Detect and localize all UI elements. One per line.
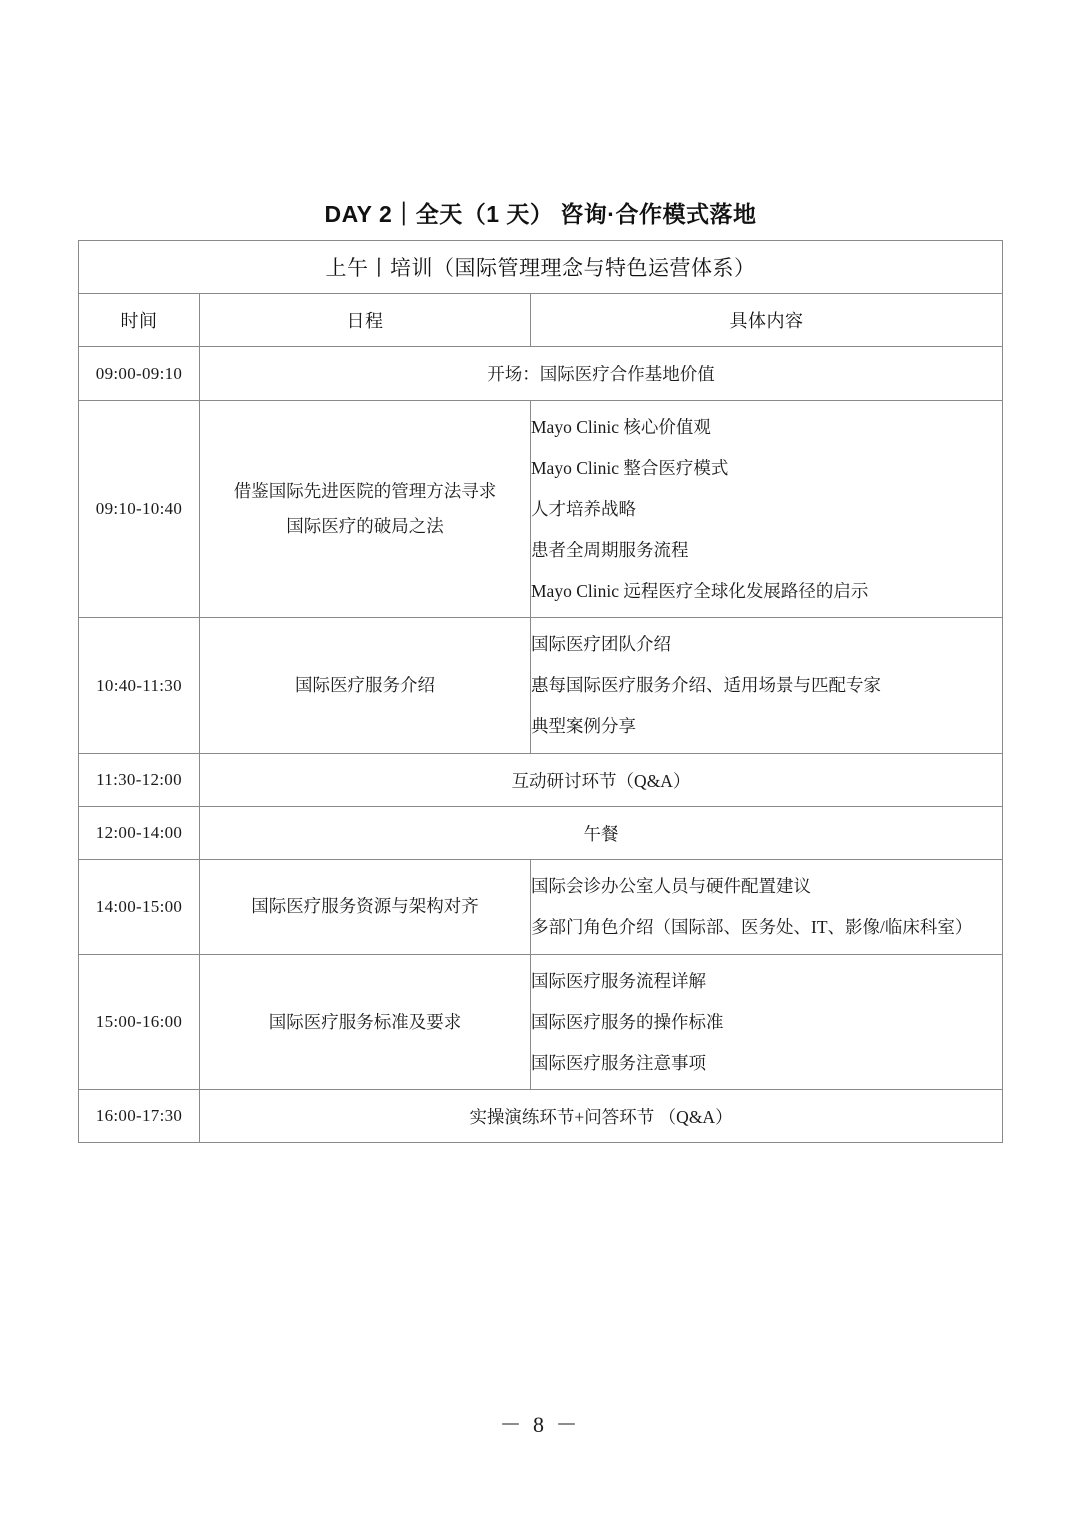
detail-line: 国际会诊办公室人员与硬件配置建议 xyxy=(531,876,811,896)
detail-line: Mayo Clinic 核心价值观 xyxy=(531,417,711,437)
row-merged-content: 午餐 xyxy=(200,807,1003,860)
row-time: 11:30-12:00 xyxy=(79,754,200,807)
table-row xyxy=(79,401,1003,618)
row-time: 12:00-14:00 xyxy=(79,807,200,860)
banner-cell: 上午丨培训（国际管理理念与特色运营体系） xyxy=(79,241,1003,294)
page-title: DAY 2｜全天（1 天） 咨询·合作模式落地 xyxy=(324,201,757,227)
detail-line: 国际医疗服务注意事项 xyxy=(531,1052,706,1073)
row-time: 09:00-09:10 xyxy=(79,347,200,401)
row-schedule-line: 国际医疗的破局之法 xyxy=(286,516,444,537)
detail-line: 多部门角色介绍（国际部、医务处、IT、影像/临床科室） xyxy=(531,916,973,937)
detail-line: 国际医疗团队介绍 xyxy=(531,634,671,655)
row-merged-content: 开场：国际医疗合作基地价值 xyxy=(200,347,1003,401)
row-detail xyxy=(531,618,1003,754)
detail-line: 惠每国际医疗服务介绍、适用场景与匹配专家 xyxy=(531,675,881,696)
row-time: 14:00-15:00 xyxy=(79,860,200,955)
row-time: 10:40-11:30 xyxy=(79,618,200,754)
row-detail xyxy=(531,954,1003,1090)
row-schedule xyxy=(200,401,531,618)
detail-line: 国际医疗服务流程详解 xyxy=(531,970,706,991)
row-schedule: 国际医疗服务标准及要求 xyxy=(200,954,531,1090)
row-schedule: 国际医疗服务资源与架构对齐 xyxy=(200,860,531,955)
table-row xyxy=(79,1090,1003,1143)
row-merged-content: 实操演练环节+问答环节 （Q&A） xyxy=(200,1090,1003,1143)
table-row xyxy=(79,807,1003,860)
detail-line: 患者全周期服务流程 xyxy=(531,539,689,560)
row-detail xyxy=(531,401,1003,618)
row-merged-content: 互动研讨环节（Q&A） xyxy=(200,754,1003,807)
row-time: 09:10-10:40 xyxy=(79,401,200,618)
detail-line: Mayo Clinic 整合医疗模式 xyxy=(531,457,729,478)
table-row xyxy=(79,954,1003,1090)
page-number: － 8 － xyxy=(499,1412,581,1437)
detail-line: 典型案例分享 xyxy=(531,716,636,737)
table-row xyxy=(79,860,1003,955)
row-detail xyxy=(531,860,1003,955)
table-row xyxy=(79,618,1003,754)
column-header-time: 时间 xyxy=(79,294,200,347)
detail-line: 国际医疗服务的操作标准 xyxy=(531,1011,724,1032)
table-row xyxy=(79,347,1003,401)
row-time: 15:00-16:00 xyxy=(79,954,200,1090)
table-header-row xyxy=(79,294,1003,347)
row-schedule: 国际医疗服务介绍 xyxy=(200,618,531,754)
detail-line: 人才培养战略 xyxy=(531,498,636,519)
column-header-detail: 具体内容 xyxy=(531,294,1003,347)
detail-line: Mayo Clinic 远程医疗全球化发展路径的启示 xyxy=(531,580,869,601)
agenda-table xyxy=(78,240,1003,1143)
column-header-schedule: 日程 xyxy=(200,294,531,347)
table-banner-row xyxy=(79,241,1003,294)
row-time: 16:00-17:30 xyxy=(79,1090,200,1143)
row-schedule-line: 借鉴国际先进医院的管理方法寻求 xyxy=(233,481,497,502)
table-row xyxy=(79,754,1003,807)
